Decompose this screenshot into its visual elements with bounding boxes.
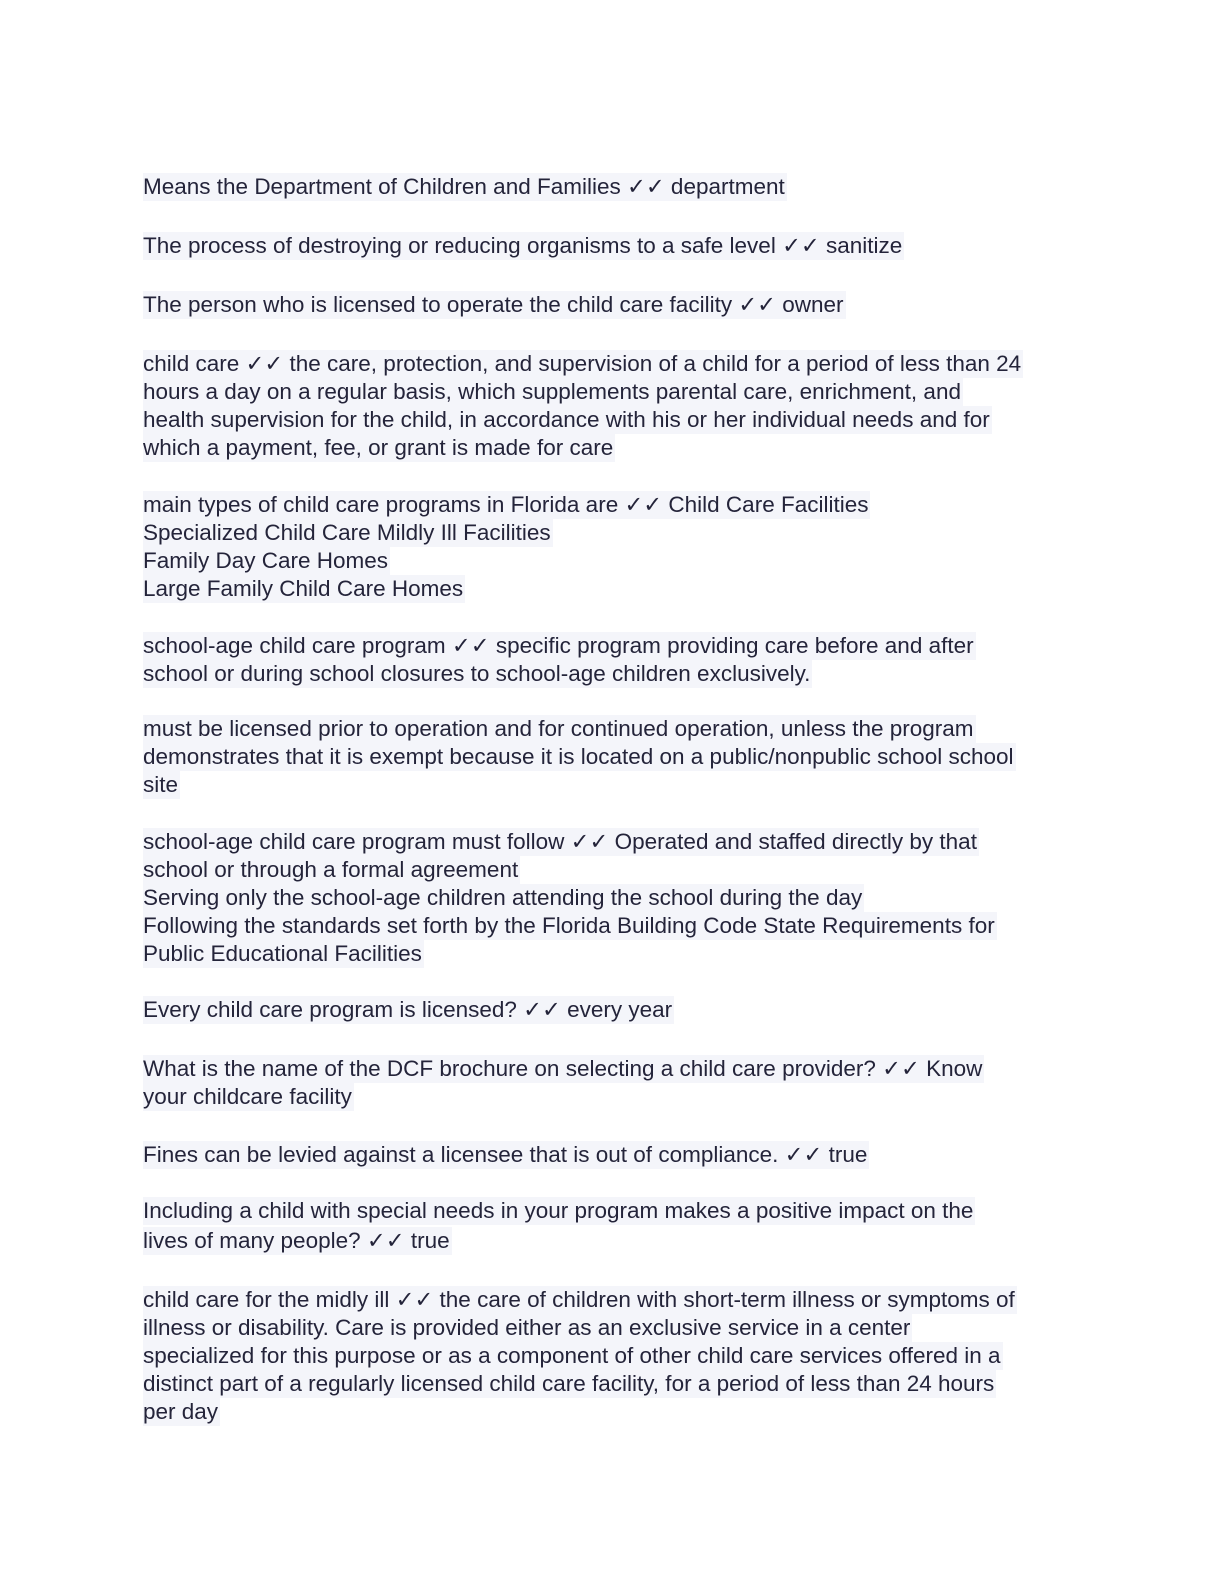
flashcard-fines (143, 1141, 1083, 1169)
text-line: lives of many people? ✓✓ true (143, 1228, 450, 1253)
flashcard-department (143, 173, 1083, 201)
text-line: school or during school closures to school-age children exclusively. (143, 661, 811, 686)
text-line: Fines can be levied against a licensee that is out of compliance. ✓✓ true (143, 1142, 868, 1167)
text-line: Including a child with special needs in your program makes a positive impact on the (143, 1198, 974, 1223)
text-line: Following the standards set forth by the Florida Building Code State Requirements for (143, 913, 995, 938)
text-line: Serving only the school-age children attending the school during the day (143, 885, 863, 910)
text-line: illness or disability. Care is provided either as an exclusive service in a center (143, 1315, 911, 1340)
text-line: school-age child care program must follow ✓✓ Operated and staffed directly by that (143, 829, 977, 854)
text-line: Large Family Child Care Homes (143, 576, 464, 601)
text-line: main types of child care programs in Florida are ✓✓ Child Care Facilities (143, 492, 869, 517)
text-line: Every child care program is licensed? ✓✓ every year (143, 997, 673, 1022)
flashcard-mildly-ill-care (143, 1286, 1083, 1426)
flashcard-special-needs (143, 1197, 1083, 1255)
text-line: child care ✓✓ the care, protection, and supervision of a child for a period of less than 24 (143, 351, 1022, 376)
text-line: Family Day Care Homes (143, 548, 389, 573)
text-line: school or through a formal agreement (143, 857, 519, 882)
flashcard-school-age-rules (143, 828, 1083, 968)
text-line: Specialized Child Care Mildly Ill Facilities (143, 520, 551, 545)
text-line: per day (143, 1399, 219, 1424)
flashcard-child-care (143, 350, 1083, 462)
text-line: child care for the midly ill ✓✓ the care of children with short-term illness or symptoms of (143, 1287, 1015, 1312)
text-line: What is the name of the DCF brochure on selecting a child care provider? ✓✓ Know (143, 1056, 983, 1081)
text-line: school-age child care program ✓✓ specific program providing care before and after (143, 633, 974, 658)
flashcard-licensed-frequency (143, 996, 1083, 1024)
text-line: hours a day on a regular basis, which supplements parental care, enrichment, and (143, 379, 961, 404)
text-line: specialized for this purpose or as a component of other child care services offered in a (143, 1343, 1001, 1368)
text-line: demonstrates that it is exempt because it is located on a public/nonpublic school school (143, 744, 1014, 769)
text-line: The person who is licensed to operate the child care facility ✓✓ owner (143, 292, 844, 317)
flashcard-school-age-program (143, 632, 1083, 688)
text-line: which a payment, fee, or grant is made for care (143, 435, 614, 460)
flashcard-licensing-note (143, 715, 1083, 799)
text-line: distinct part of a regularly licensed child care facility, for a period of less than 24 hours (143, 1371, 995, 1396)
flashcard-sanitize (143, 232, 1083, 260)
text-line: Means the Department of Children and Families ✓✓ department (143, 174, 785, 199)
text-line: The process of destroying or reducing organisms to a safe level ✓✓ sanitize (143, 233, 903, 258)
text-line: must be licensed prior to operation and for continued operation, unless the program (143, 716, 974, 741)
flashcard-owner (143, 291, 1083, 319)
flashcard-program-types (143, 491, 1083, 603)
text-line: Public Educational Facilities (143, 941, 422, 966)
text-line: your childcare facility (143, 1084, 352, 1109)
text-line: site (143, 772, 179, 797)
text-line: health supervision for the child, in accordance with his or her individual needs and for (143, 407, 990, 432)
flashcard-dcf-brochure (143, 1055, 1083, 1111)
